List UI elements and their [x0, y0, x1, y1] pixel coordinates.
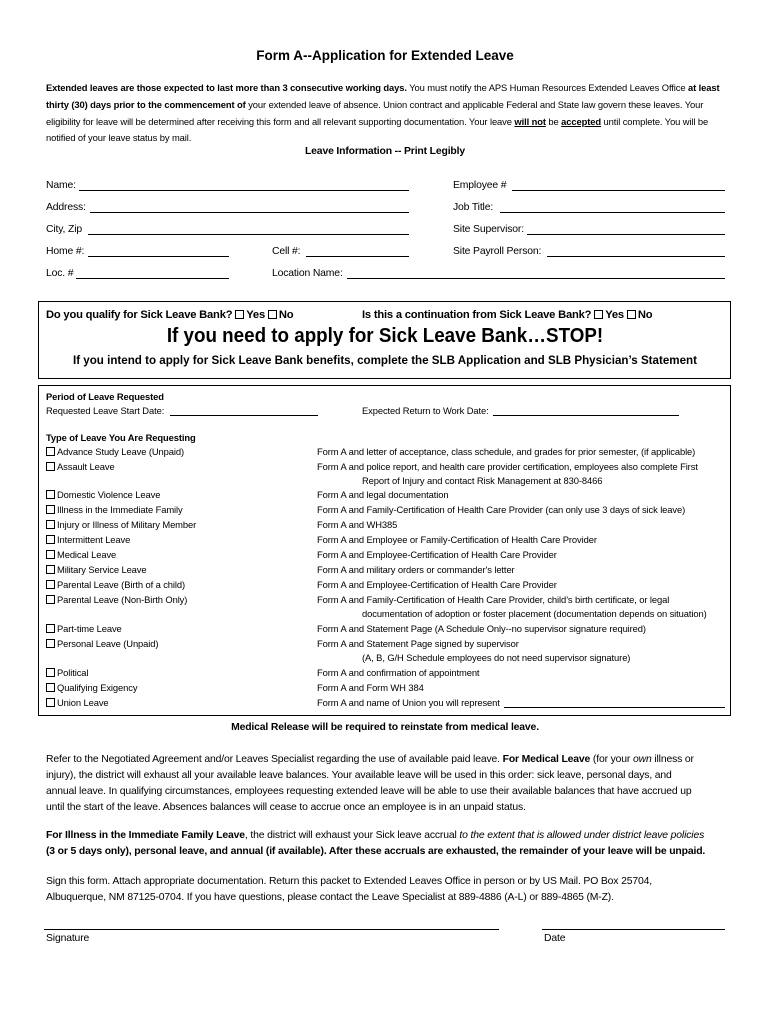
requirement-line: Form A and Employee or Family-Certification of Health Care Provider [317, 534, 597, 545]
leave-type-military-service[interactable]: Military Service Leave [46, 564, 147, 575]
leave-type-union[interactable]: Union Leave [46, 697, 109, 708]
requirement-line: (A, B, G/H Schedule employees do not need supervisor signature) [362, 652, 631, 663]
intro-line-1: Extended leaves are those expected to last more than 3 consecutive working days. You must notify the APS Human Resources Extended Leaves Office at least [46, 82, 720, 93]
checkbox[interactable] [46, 447, 55, 456]
location-name-field[interactable] [347, 278, 725, 279]
instructions-paragraph: Sign this form. Attach appropriate documentation. Return this packet to Extended Leaves Office in person or by US Mail. PO Box 25704, Albuquerque, NM 87125-0704. If you have questions, please contact the Leave Specialist at 889-4886 (A-L) or 889-4865 (M-Z). [46, 876, 652, 903]
signature-label: Signature [46, 933, 90, 944]
checkbox[interactable] [46, 550, 55, 559]
job-title-field[interactable] [500, 212, 725, 213]
leave-type-part-time[interactable]: Part-time Leave [46, 623, 122, 634]
site-payroll-label: Site Payroll Person: [453, 246, 542, 257]
city-zip-label: City, Zip [46, 224, 82, 235]
checkbox[interactable] [46, 639, 55, 648]
continuation-question: Is this a continuation from Sick Leave Bank? Yes No [362, 309, 653, 321]
return-date-label: Expected Return to Work Date: [362, 405, 489, 416]
address-field[interactable] [90, 212, 409, 213]
requirement-line: Form A and military orders or commander's letter [317, 564, 515, 575]
address-label: Address: [46, 202, 86, 213]
requirement-line: Report of Injury and contact Risk Management at 830-8466 [362, 475, 603, 486]
requirement-line: Form A and legal documentation [317, 489, 449, 500]
checkbox[interactable] [46, 624, 55, 633]
intro-line-2: thirty (30) days prior to the commencement of your extended leave of absence. Union contract and applicable Federal and State law govern these leaves. Your [46, 99, 704, 110]
leave-type-domestic-violence[interactable]: Domestic Violence Leave [46, 489, 160, 500]
location-name-label: Location Name: [272, 268, 343, 279]
qualify-question: Do you qualify for Sick Leave Bank? Yes No [46, 309, 294, 321]
employee-label: Employee # [453, 180, 507, 191]
site-supervisor-label: Site Supervisor: [453, 224, 524, 235]
union-name-field[interactable] [504, 707, 725, 708]
checkbox[interactable] [46, 520, 55, 529]
intro-line-4: notified of your leave status by mail. [46, 132, 192, 143]
continuation-yes-checkbox[interactable] [594, 310, 603, 319]
checkbox[interactable] [46, 462, 55, 471]
name-field[interactable] [79, 190, 409, 191]
city-zip-field[interactable] [88, 234, 409, 235]
leave-type-illness-family[interactable]: Illness in the Immediate Family [46, 504, 183, 515]
requirement-line: Form A and Employee-Certification of Health Care Provider [317, 549, 557, 560]
leave-type-qualifying-exigency[interactable]: Qualifying Exigency [46, 682, 137, 693]
date-field[interactable] [542, 929, 725, 930]
leave-type-advance-study[interactable]: Advance Study Leave (Unpaid) [46, 446, 184, 457]
home-label: Home #: [46, 246, 85, 257]
loc-field[interactable] [76, 278, 229, 279]
checkbox[interactable] [46, 505, 55, 514]
family-illness-paragraph: For Illness in the Immediate Family Leave, the district will exhaust your Sick leave accrual to the extent that is allowed under district leave policies (3 or 5 days only), personal leave, and annual (if available). After these accruals are exhausted, the remainder of your leave will be unpaid. [46, 830, 706, 857]
requirement-line: Form A and Family-Certification of Health Care Provider (can only use 3 days of sick leave) [317, 504, 686, 515]
period-heading: Period of Leave Requested [46, 391, 164, 402]
checkbox[interactable] [46, 668, 55, 677]
requirement-line: Form A and name of Union you will represent [317, 697, 500, 708]
slb-instruction: If you intend to apply for Sick Leave Bank benefits, complete the SLB Application and SLB Physician’s Statement [72, 354, 698, 367]
requirement-line: documentation of adoption or foster placement (documentation depends on situation) [362, 608, 707, 619]
checkbox[interactable] [46, 490, 55, 499]
leave-type-parental-non-birth[interactable]: Parental Leave (Non-Birth Only) [46, 594, 187, 605]
job-title-label: Job Title: [453, 202, 494, 213]
requirement-line: Form A and Statement Page (A Schedule Only--no supervisor signature required) [317, 623, 646, 634]
checkbox[interactable] [46, 580, 55, 589]
start-date-label: Requested Leave Start Date: [46, 405, 165, 416]
cell-phone-field[interactable] [306, 256, 409, 257]
cell-label: Cell #: [272, 246, 301, 257]
intro-line-3: eligibility for leave will be determined after receiving this form and all relevant supporting documentation. Your leave will not be accepted until complete. You will be [46, 116, 709, 127]
signature-field[interactable] [44, 929, 499, 930]
medical-release-note: Medical Release will be required to reinstate from medical leave. [231, 722, 539, 733]
leave-info-heading: Leave Information -- Print Legibly [304, 146, 465, 157]
employee-number-field[interactable] [512, 190, 725, 191]
requirement-line: Form A and Employee-Certification of Health Care Provider [317, 579, 557, 590]
requirement-line: Form A and letter of acceptance, class schedule, and grades for prior semester, (if applicable) [317, 446, 696, 457]
requirement-line: Form A and Form WH 384 [317, 682, 424, 693]
page-title: Form A--Application for Extended Leave [256, 48, 514, 63]
return-date-field[interactable] [493, 415, 679, 416]
requirement-line: Form A and confirmation of appointment [317, 667, 480, 678]
checkbox[interactable] [46, 683, 55, 692]
requirement-line: Form A and Statement Page signed by supervisor [317, 638, 519, 649]
checkbox[interactable] [46, 595, 55, 604]
continuation-no-checkbox[interactable] [627, 310, 636, 319]
leave-type-assault[interactable]: Assault Leave [46, 461, 115, 472]
leave-type-medical[interactable]: Medical Leave [46, 549, 116, 560]
type-heading: Type of Leave You Are Requesting [46, 432, 196, 443]
qualify-yes-checkbox[interactable] [235, 310, 244, 319]
checkbox[interactable] [46, 565, 55, 574]
requirement-line: Form A and WH385 [317, 519, 398, 530]
qualify-no-checkbox[interactable] [268, 310, 277, 319]
leave-type-parental-birth[interactable]: Parental Leave (Birth of a child) [46, 579, 185, 590]
medical-leave-paragraph: Refer to the Negotiated Agreement and/or Leaves Specialist regarding the use of available paid leave. For Medical Leave (for your own illness or injury), the district will exhaust all your available leave balances. Your available leave will be used in this order: sick leave, personal days, and annual leave. In qualifying circumstances, employees requesting extended leave will be able to use their available balances that have accrued up until the start of the leave. Absences balances will cease to accrue once an employee is in an unpaid status. [46, 754, 694, 813]
requirement-line: Form A and police report, and health care provider certification, employees also complete First [317, 461, 698, 472]
leave-type-personal[interactable]: Personal Leave (Unpaid) [46, 638, 158, 649]
leave-type-intermittent[interactable]: Intermittent Leave [46, 534, 130, 545]
site-supervisor-field[interactable] [527, 234, 725, 235]
leave-type-military-member[interactable]: Injury or Illness of Military Member [46, 519, 196, 530]
site-payroll-field[interactable] [547, 256, 725, 257]
leave-type-political[interactable]: Political [46, 667, 88, 678]
stop-heading: If you need to apply for Sick Leave Bank…STOP! [166, 325, 604, 347]
loc-label: Loc. # [46, 268, 74, 279]
name-label: Name: [46, 180, 76, 191]
checkbox[interactable] [46, 535, 55, 544]
start-date-field[interactable] [170, 415, 318, 416]
requirement-line: Form A and Family-Certification of Health Care Provider, child’s birth certificate, or legal [317, 594, 670, 605]
home-phone-field[interactable] [88, 256, 229, 257]
date-label: Date [544, 933, 566, 944]
checkbox[interactable] [46, 698, 55, 707]
